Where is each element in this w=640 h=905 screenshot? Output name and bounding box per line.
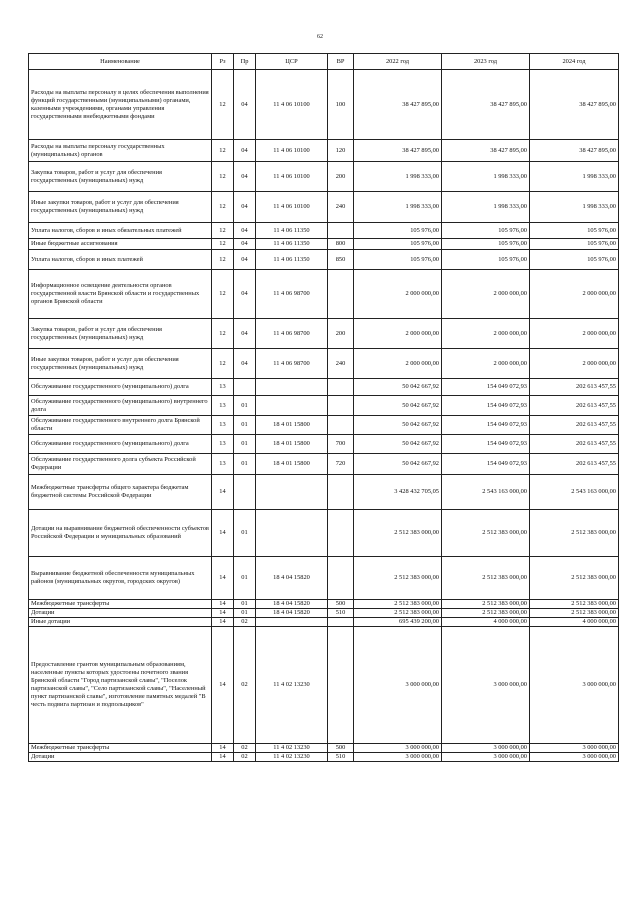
cell-vr: 500 [328, 744, 354, 753]
cell-y2024: 3 000 000,00 [530, 627, 619, 744]
cell-y2024: 2 512 383 000,00 [530, 609, 619, 618]
cell-y2023: 2 512 383 000,00 [442, 510, 530, 557]
cell-y2023: 38 427 895,00 [442, 140, 530, 162]
cell-pr: 01 [234, 416, 256, 435]
cell-y2022: 2 512 383 000,00 [354, 510, 442, 557]
cell-name: Уплата налогов, сборов и иных платежей [29, 250, 212, 270]
cell-name: Дотации [29, 753, 212, 762]
cell-csr: 18 4 04 15820 [256, 609, 328, 618]
cell-name: Расходы на выплаты персоналу государственных (муниципальных) органов [29, 140, 212, 162]
cell-csr: 11 4 06 10100 [256, 162, 328, 192]
cell-y2023: 2 000 000,00 [442, 319, 530, 349]
table-row [29, 70, 619, 140]
cell-y2024: 202 613 457,55 [530, 416, 619, 435]
table-row [29, 270, 619, 319]
cell-y2022: 50 042 667,92 [354, 416, 442, 435]
cell-rz: 14 [212, 510, 234, 557]
cell-csr: 11 4 06 11350 [256, 239, 328, 250]
cell-rz: 12 [212, 140, 234, 162]
cell-rz: 14 [212, 600, 234, 609]
cell-y2023: 2 512 383 000,00 [442, 609, 530, 618]
cell-y2024: 38 427 895,00 [530, 70, 619, 140]
cell-rz: 12 [212, 70, 234, 140]
cell-y2023: 105 976,00 [442, 223, 530, 239]
cell-rz: 12 [212, 319, 234, 349]
cell-pr: 02 [234, 627, 256, 744]
cell-pr: 01 [234, 557, 256, 600]
cell-name: Межбюджетные трансферты общего характера бюджетам бюджетной системы Российской Федерации [29, 475, 212, 510]
cell-y2024: 3 000 000,00 [530, 744, 619, 753]
table-row [29, 454, 619, 475]
cell-csr: 11 4 06 98700 [256, 270, 328, 319]
table-row [29, 223, 619, 239]
cell-y2023: 105 976,00 [442, 250, 530, 270]
cell-rz: 12 [212, 250, 234, 270]
cell-y2023: 3 000 000,00 [442, 744, 530, 753]
cell-csr: 11 4 06 10100 [256, 70, 328, 140]
col-header-vr: ВР [328, 54, 354, 70]
cell-pr: 04 [234, 140, 256, 162]
cell-csr: 11 4 06 11350 [256, 223, 328, 239]
table-row [29, 435, 619, 454]
cell-rz: 13 [212, 416, 234, 435]
page-number: 62 [317, 34, 323, 40]
cell-y2024: 2 000 000,00 [530, 319, 619, 349]
cell-y2024: 3 000 000,00 [530, 753, 619, 762]
cell-csr [256, 396, 328, 416]
cell-pr: 01 [234, 609, 256, 618]
cell-name: Закупка товаров, работ и услуг для обеспечения государственных (муниципальных) нужд [29, 319, 212, 349]
cell-name: Иные бюджетные ассигнования [29, 239, 212, 250]
cell-y2023: 2 000 000,00 [442, 270, 530, 319]
cell-vr: 120 [328, 140, 354, 162]
table-row [29, 600, 619, 609]
cell-rz: 14 [212, 744, 234, 753]
cell-pr: 04 [234, 349, 256, 379]
cell-pr: 02 [234, 744, 256, 753]
cell-pr: 01 [234, 435, 256, 454]
cell-y2022: 50 042 667,92 [354, 435, 442, 454]
cell-csr: 18 4 01 15800 [256, 454, 328, 475]
cell-rz: 14 [212, 627, 234, 744]
cell-y2022: 50 042 667,92 [354, 379, 442, 396]
cell-y2022: 3 000 000,00 [354, 627, 442, 744]
cell-csr [256, 510, 328, 557]
table-row [29, 379, 619, 396]
cell-csr: 11 4 06 10100 [256, 140, 328, 162]
cell-pr: 04 [234, 70, 256, 140]
cell-y2023: 3 000 000,00 [442, 753, 530, 762]
cell-pr: 01 [234, 396, 256, 416]
table-row [29, 239, 619, 250]
cell-rz: 12 [212, 192, 234, 223]
cell-name: Предоставление грантов муниципальным образованиям, населенные пункты которых удостоены почетного звания Брянской области "Город партизанской славы", "Поселок партизанской славы", "Село партизанской славы", "Населенный пункт партизанской славы", изготовление памятных медалей "В честь подвига партизан и подпольщиков" [29, 627, 212, 744]
cell-y2023: 1 998 333,00 [442, 162, 530, 192]
cell-pr: 04 [234, 250, 256, 270]
cell-rz: 12 [212, 162, 234, 192]
cell-rz: 14 [212, 609, 234, 618]
cell-y2024: 202 613 457,55 [530, 435, 619, 454]
cell-y2022: 3 000 000,00 [354, 744, 442, 753]
cell-y2023: 2 000 000,00 [442, 349, 530, 379]
cell-rz: 13 [212, 435, 234, 454]
cell-pr: 04 [234, 223, 256, 239]
cell-vr [328, 270, 354, 319]
cell-vr [328, 416, 354, 435]
cell-pr: 04 [234, 239, 256, 250]
col-header-2023: 2023 год [442, 54, 530, 70]
cell-y2023: 2 543 163 000,00 [442, 475, 530, 510]
cell-pr: 01 [234, 510, 256, 557]
cell-y2023: 3 000 000,00 [442, 627, 530, 744]
cell-csr: 18 4 01 15800 [256, 416, 328, 435]
cell-y2024: 105 976,00 [530, 239, 619, 250]
table-row [29, 618, 619, 627]
cell-name: Дотации [29, 609, 212, 618]
cell-vr [328, 223, 354, 239]
cell-y2022: 2 000 000,00 [354, 349, 442, 379]
cell-y2022: 1 998 333,00 [354, 162, 442, 192]
cell-y2024: 2 512 383 000,00 [530, 557, 619, 600]
cell-vr: 100 [328, 70, 354, 140]
cell-vr: 240 [328, 349, 354, 379]
cell-rz: 13 [212, 396, 234, 416]
cell-y2022: 105 976,00 [354, 250, 442, 270]
cell-name: Иные закупки товаров, работ и услуг для обеспечения государственных (муниципальных) нужд [29, 192, 212, 223]
cell-vr [328, 510, 354, 557]
cell-rz: 14 [212, 475, 234, 510]
cell-vr: 510 [328, 753, 354, 762]
cell-vr: 720 [328, 454, 354, 475]
cell-vr [328, 618, 354, 627]
cell-y2023: 38 427 895,00 [442, 70, 530, 140]
cell-vr: 200 [328, 319, 354, 349]
table-row [29, 140, 619, 162]
cell-rz: 12 [212, 270, 234, 319]
table-row [29, 609, 619, 618]
cell-y2023: 2 512 383 000,00 [442, 557, 530, 600]
cell-pr: 02 [234, 753, 256, 762]
cell-y2024: 2 512 383 000,00 [530, 600, 619, 609]
cell-name: Обслуживание государственного долга субъекта Российской Федерации [29, 454, 212, 475]
cell-y2023: 154 049 072,93 [442, 379, 530, 396]
cell-vr: 200 [328, 162, 354, 192]
table-row [29, 627, 619, 744]
cell-vr [328, 475, 354, 510]
cell-y2022: 2 512 383 000,00 [354, 557, 442, 600]
cell-csr: 11 4 02 13230 [256, 753, 328, 762]
cell-csr: 18 4 04 15820 [256, 557, 328, 600]
table-row [29, 162, 619, 192]
cell-y2024: 1 998 333,00 [530, 162, 619, 192]
table-row [29, 753, 619, 762]
table-body [29, 70, 619, 762]
cell-csr: 11 4 02 13230 [256, 627, 328, 744]
cell-name: Межбюджетные трансферты [29, 600, 212, 609]
cell-y2024: 202 613 457,55 [530, 396, 619, 416]
cell-y2022: 695 439 200,00 [354, 618, 442, 627]
cell-csr: 11 4 02 13230 [256, 744, 328, 753]
cell-y2022: 105 976,00 [354, 239, 442, 250]
budget-table [28, 53, 619, 762]
cell-pr: 04 [234, 270, 256, 319]
cell-name: Закупка товаров, работ и услуг для обеспечения государственных (муниципальных) нужд [29, 162, 212, 192]
cell-y2023: 4 000 000,00 [442, 618, 530, 627]
cell-y2023: 154 049 072,93 [442, 435, 530, 454]
cell-pr [234, 379, 256, 396]
cell-name: Дотации на выравнивание бюджетной обеспеченности субъектов Российской Федерации и муниципальных образований [29, 510, 212, 557]
cell-name: Уплата налогов, сборов и иных обязательных платежей [29, 223, 212, 239]
cell-name: Обслуживание государственного внутреннего долга Брянской области [29, 416, 212, 435]
cell-vr: 800 [328, 239, 354, 250]
cell-y2022: 1 998 333,00 [354, 192, 442, 223]
cell-name: Иные дотации [29, 618, 212, 627]
table-row [29, 192, 619, 223]
cell-y2023: 1 998 333,00 [442, 192, 530, 223]
cell-pr [234, 475, 256, 510]
cell-csr: 18 4 04 15820 [256, 600, 328, 609]
col-header-name: Наименование [29, 54, 212, 70]
cell-y2022: 2 000 000,00 [354, 319, 442, 349]
cell-name: Информационное освещение деятельности органов государственной власти Брянской области и государственных органов Брянской области [29, 270, 212, 319]
cell-csr: 11 4 06 98700 [256, 319, 328, 349]
cell-name: Обслуживание государственного (муниципального) долга [29, 379, 212, 396]
cell-y2023: 154 049 072,93 [442, 416, 530, 435]
cell-pr: 02 [234, 618, 256, 627]
header-row [29, 54, 619, 70]
cell-y2022: 50 042 667,92 [354, 454, 442, 475]
cell-y2024: 2 512 383 000,00 [530, 510, 619, 557]
cell-y2024: 38 427 895,00 [530, 140, 619, 162]
cell-vr [328, 557, 354, 600]
table-row [29, 319, 619, 349]
cell-y2024: 4 000 000,00 [530, 618, 619, 627]
cell-pr: 04 [234, 192, 256, 223]
table-row [29, 416, 619, 435]
cell-y2022: 2 000 000,00 [354, 270, 442, 319]
cell-y2024: 202 613 457,55 [530, 379, 619, 396]
col-header-csr: ЦСР [256, 54, 328, 70]
cell-rz: 14 [212, 753, 234, 762]
cell-vr: 240 [328, 192, 354, 223]
cell-y2022: 50 042 667,92 [354, 396, 442, 416]
cell-rz: 12 [212, 223, 234, 239]
cell-name: Расходы на выплаты персоналу в целях обеспечения выполнения функций государственными (муниципальными) органами, казенными учреждениями, органами управления государственными внебюджетными фондами [29, 70, 212, 140]
col-header-pr: Пр [234, 54, 256, 70]
cell-y2023: 154 049 072,93 [442, 396, 530, 416]
cell-csr [256, 475, 328, 510]
cell-csr: 11 4 06 98700 [256, 349, 328, 379]
cell-y2024: 2 000 000,00 [530, 270, 619, 319]
cell-vr [328, 379, 354, 396]
table-row [29, 475, 619, 510]
cell-csr [256, 618, 328, 627]
cell-y2024: 2 000 000,00 [530, 349, 619, 379]
cell-y2022: 38 427 895,00 [354, 70, 442, 140]
cell-y2022: 105 976,00 [354, 223, 442, 239]
cell-name: Иные закупки товаров, работ и услуг для обеспечения государственных (муниципальных) нужд [29, 349, 212, 379]
cell-vr [328, 627, 354, 744]
cell-name: Обслуживание государственного (муниципального) долга [29, 435, 212, 454]
table-row [29, 250, 619, 270]
cell-y2024: 1 998 333,00 [530, 192, 619, 223]
cell-csr: 11 4 06 11350 [256, 250, 328, 270]
cell-rz: 12 [212, 239, 234, 250]
cell-name: Межбюджетные трансферты [29, 744, 212, 753]
cell-y2023: 105 976,00 [442, 239, 530, 250]
cell-pr: 01 [234, 600, 256, 609]
cell-y2023: 2 512 383 000,00 [442, 600, 530, 609]
cell-vr: 700 [328, 435, 354, 454]
cell-csr [256, 379, 328, 396]
cell-pr: 04 [234, 162, 256, 192]
cell-y2024: 202 613 457,55 [530, 454, 619, 475]
table-row [29, 396, 619, 416]
cell-y2022: 2 512 383 000,00 [354, 600, 442, 609]
cell-vr: 510 [328, 609, 354, 618]
table-row [29, 744, 619, 753]
cell-rz: 14 [212, 557, 234, 600]
cell-rz: 13 [212, 379, 234, 396]
cell-vr [328, 396, 354, 416]
cell-name: Обслуживание государственного (муниципального) внутреннего долга [29, 396, 212, 416]
cell-vr: 850 [328, 250, 354, 270]
cell-rz: 12 [212, 349, 234, 379]
col-header-2024: 2024 год [530, 54, 619, 70]
cell-csr: 18 4 01 15800 [256, 435, 328, 454]
cell-pr: 04 [234, 319, 256, 349]
cell-y2022: 38 427 895,00 [354, 140, 442, 162]
cell-csr: 11 4 06 10100 [256, 192, 328, 223]
cell-y2022: 3 000 000,00 [354, 753, 442, 762]
cell-rz: 13 [212, 454, 234, 475]
cell-y2024: 105 976,00 [530, 250, 619, 270]
cell-y2024: 105 976,00 [530, 223, 619, 239]
cell-y2022: 2 512 383 000,00 [354, 609, 442, 618]
cell-y2023: 154 049 072,93 [442, 454, 530, 475]
table-row [29, 349, 619, 379]
cell-y2022: 3 428 432 705,05 [354, 475, 442, 510]
cell-pr: 01 [234, 454, 256, 475]
cell-y2024: 2 543 163 000,00 [530, 475, 619, 510]
col-header-rz: Рз [212, 54, 234, 70]
col-header-2022: 2022 год [354, 54, 442, 70]
table-row [29, 510, 619, 557]
table-row [29, 557, 619, 600]
cell-vr: 500 [328, 600, 354, 609]
cell-rz: 14 [212, 618, 234, 627]
cell-name: Выравнивание бюджетной обеспеченности муниципальных районов (муниципальных округов, городских округов) [29, 557, 212, 600]
